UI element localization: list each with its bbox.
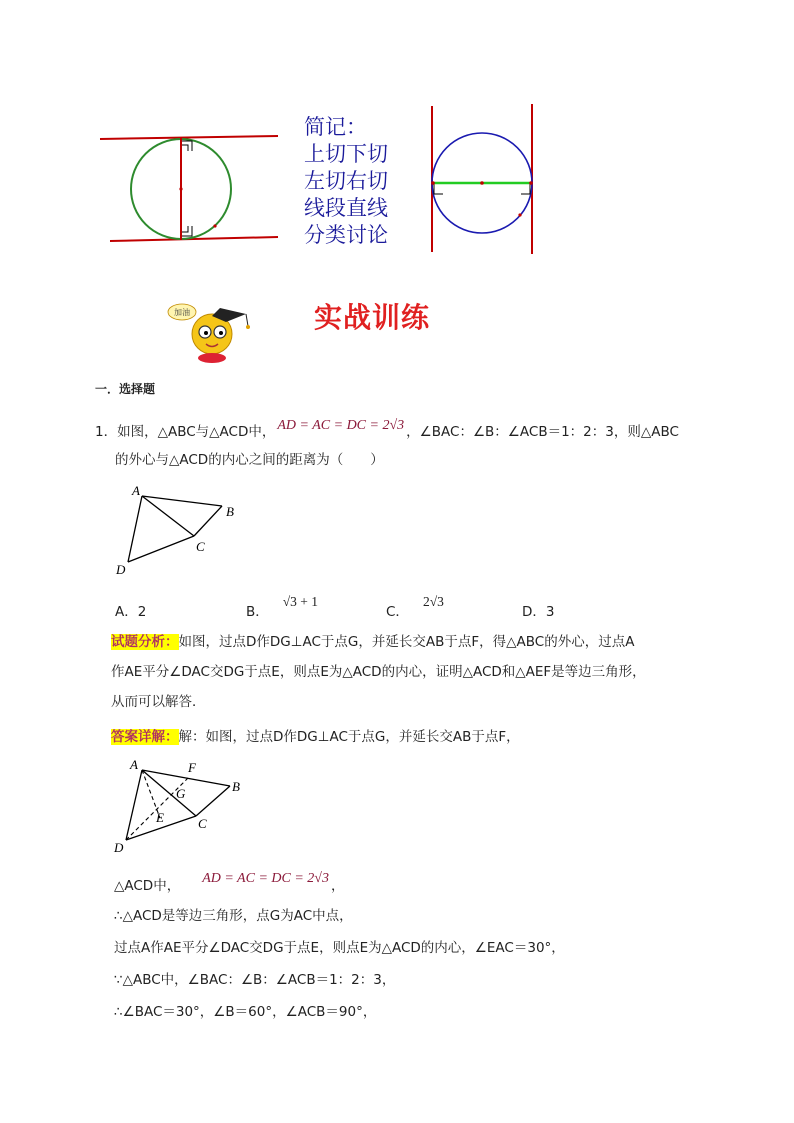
question-number: 1． (95, 424, 118, 440)
notes-line-4: 分类讨论 (304, 223, 388, 247)
option-a[interactable]: A．2 (115, 604, 147, 620)
tangent-diagram-vertical (420, 104, 544, 256)
right-angle-mark-bottom (182, 226, 192, 236)
circle-point (213, 224, 216, 227)
solution-line-5: ∵△ABC中，∠BAC：∠B：∠ACB＝1：2：3， (114, 972, 396, 988)
label-B: B (232, 779, 240, 794)
option-d[interactable]: D．3 (522, 604, 555, 620)
label-A: A (130, 757, 138, 772)
mascot-icon (164, 300, 254, 364)
mascot-label: 加油 (174, 308, 190, 317)
given-equation: AD = AC = DC = 2√3 (277, 418, 405, 433)
label-C: C (198, 816, 207, 831)
solution-line-1: 答案详解：解：如图，过点D作DG⊥AC于点G，并延长交AB于点F， (111, 729, 520, 745)
right-angle-mark-left (434, 184, 443, 194)
label-D: D (116, 562, 126, 577)
label-C: C (196, 539, 205, 554)
question-1-line-2: 的外心与△ACD的内心之间的距离为（ ） (115, 452, 384, 468)
given-equation-2: AD = AC = DC = 2√3 (202, 871, 329, 886)
circle-point (518, 213, 521, 216)
option-c[interactable]: C．2√3 (386, 594, 444, 620)
notes-line-2: 左切右切 (304, 169, 388, 193)
center-point (480, 181, 484, 185)
left-tangent-point (431, 181, 435, 185)
label-B: B (226, 504, 234, 519)
solution-line-4: 过点A作AE平分∠DAC交DG于点E，则点E为△ACD的内心，∠EAC＝30°， (114, 940, 565, 956)
analysis-line-1: 试题分析：如图，过点D作DG⊥AC于点G，并延长交AB于点F，得△ABC的外心，过点A (111, 634, 635, 650)
section-title: 一．选择题 (95, 382, 156, 396)
question-text-b: ，∠BAC：∠B：∠ACB＝1：2：3，则△ABC (406, 424, 679, 440)
center-point (179, 187, 182, 190)
label-G: G (176, 786, 186, 801)
tangent-diagram-horizontal (98, 128, 280, 246)
solution-line-6: ∴∠BAC＝30°，∠B＝60°，∠ACB＝90°， (114, 1004, 377, 1020)
analysis-line-3: 从而可以解答． (111, 694, 206, 710)
page-title: 实战训练 (314, 301, 431, 334)
figure-1-triangles (112, 482, 244, 580)
right-angle-mark-top (182, 141, 192, 151)
notes-line-1: 上切下切 (304, 142, 388, 166)
solution-line-3: ∴△ACD是等边三角形，点G为AC中点， (114, 908, 353, 924)
label-A: A (132, 483, 140, 498)
top-tangent-line (100, 136, 278, 139)
question-text-a: 如图，△ABC与△ACD中， (117, 424, 276, 440)
notes-title: 简记： (304, 115, 367, 139)
label-F: F (188, 760, 196, 775)
solution-tag: 答案详解： (111, 729, 179, 745)
label-D: D (114, 840, 124, 855)
right-tangent-point (529, 181, 533, 185)
label-E: E (156, 810, 164, 825)
solution-line-2: △ACD中， AD = AC = DC = 2√3 ， (114, 871, 345, 894)
notes-block (304, 114, 388, 249)
notes-line-3: 线段直线 (304, 196, 388, 220)
option-b[interactable]: B．√3 + 1 (246, 594, 319, 620)
analysis-line-2: 作AE平分∠DAC交DG于点E，则点E为△ACD的内心，证明△ACD和△AEF是等边三角形， (111, 664, 646, 680)
question-1-line-1 (95, 418, 679, 443)
analysis-tag: 试题分析： (111, 634, 179, 650)
right-angle-mark-right (521, 184, 530, 194)
figure-2-triangles (112, 756, 244, 856)
